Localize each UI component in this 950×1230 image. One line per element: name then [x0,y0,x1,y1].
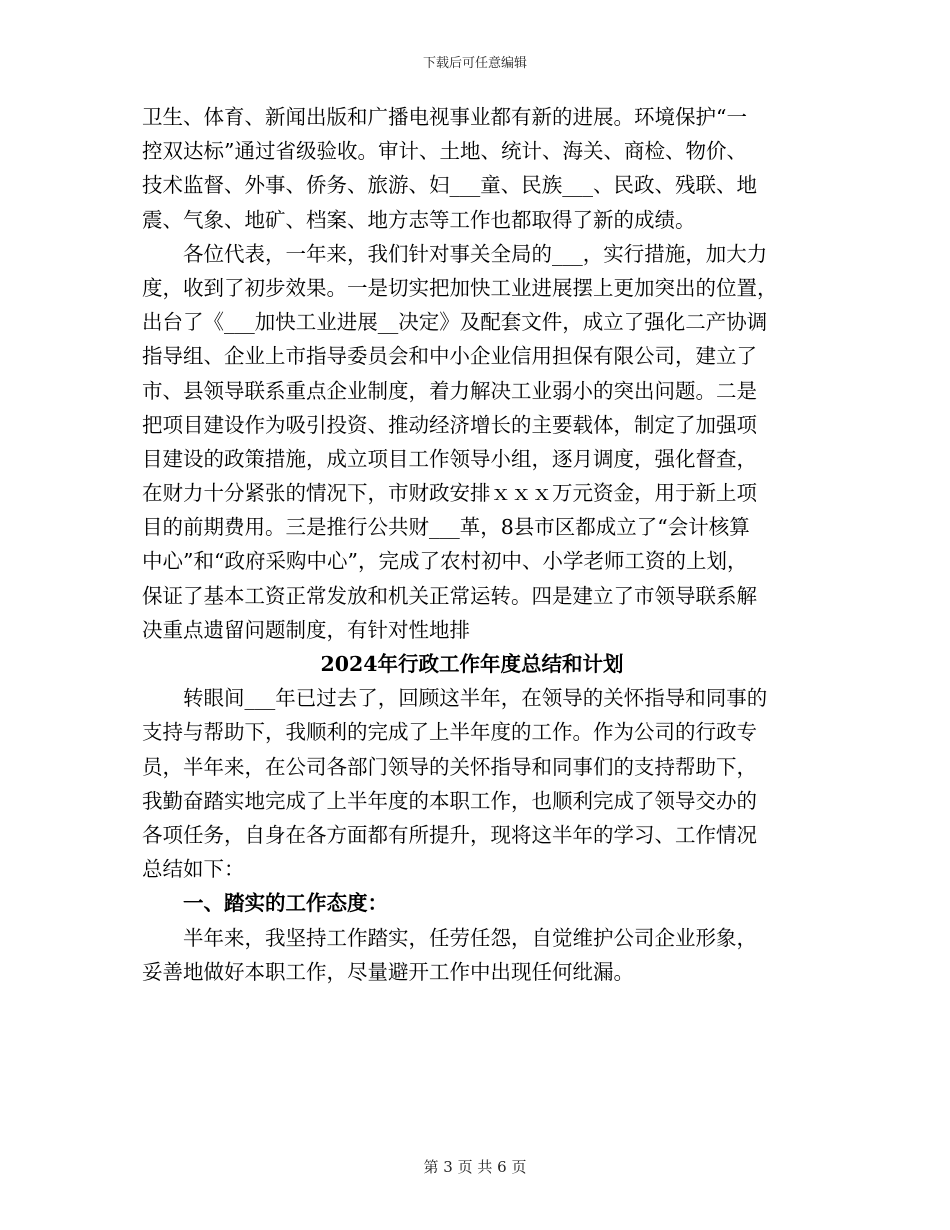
paragraph-2-line-10: 中心”和“政府采购中心”，完成了农村初中、小学老师工资的上划， [142,549,748,574]
page-header: 下载后可任意编辑 [422,56,527,71]
paragraph-4-line-1: 半年来，我坚持工作踏实，任劳任怨，自觉维护公司企业形象， [183,925,757,950]
section-heading-1: 一、踏实的工作态度： [183,891,388,916]
paragraph-1-line-1: 卫生、体育、新闻出版和广播电视事业都有新的进展。环境保护“一 [142,105,747,129]
paragraph-2-line-4: 指导组、企业上市指导委员会和中小企业信用担保有限公司，建立了 [142,344,757,369]
paragraph-3-line-5: 各项任务，自身在各方面都有所提升，现将这半年的学习、工作情况 [142,822,757,847]
paragraph-3-line-2: 支持与帮助下，我顺利的完成了上半年度的工作。作为公司的行政专 [142,720,757,745]
page-number: 第 3 页 共 6 页 [423,1158,527,1176]
paragraph-4-line-2: 妥善地做好本职工作，尽量避开工作中出现任何纰漏。 [142,959,634,984]
paragraph-2-line-9: 目的前期费用。三是推行公共财___革，8县市区都成立了“会计核算 [142,515,750,540]
paragraph-3-line-4: 我勤奋踏实地完成了上半年度的本职工作，也顺利完成了领导交办的 [142,788,757,813]
paragraph-1-line-3: 技术监督、外事、侨务、旅游、妇___童、民族___、民政、残联、地 [142,173,757,198]
document-title: 2024年行政工作年度总结和计划 [320,652,624,676]
paragraph-2-line-2: 度，收到了初步效果。一是切实把加快工业进展摆上更加突出的位置， [142,275,778,300]
document-body [142,100,802,989]
paragraph-2-line-6: 把项目建设作为吸引投资、推动经济增长的主要载体，制定了加强项 [142,412,757,437]
paragraph-1-line-2: 控双达标”通过省级验收。审计、土地、统计、海关、商检、物价、 [142,139,747,164]
paragraph-2-line-12: 决重点遗留问题制度，有针对性地排 [142,617,470,642]
paragraph-2-line-1: 各位代表，一年来，我们针对事关全局的___，实行措施，加大力 [183,241,768,266]
paragraph-3-line-3: 员，半年来，在公司各部门领导的关怀指导和同事们的支持帮助下， [142,754,757,779]
paragraph-2-line-3: 出台了《___加快工业进展__决定》及配套文件，成立了强化二产协调 [142,310,768,335]
paragraph-1-line-4: 震、气象、地矿、档案、地方志等工作也都取得了新的成绩。 [142,207,696,232]
paragraph-2-line-5: 市、县领导联系重点企业制度，着力解决工业弱小的突出问题。二是 [142,378,757,403]
paragraph-2-line-8: 在财力十分紧张的情况下，市财政安排ｘｘｘ万元资金，用于新上项 [142,481,757,506]
paragraph-2-line-7: 目建设的政策措施，成立项目工作领导小组，逐月调度，强化督查， [142,446,757,471]
paragraph-2-line-11: 保证了基本工资正常发放和机关正常运转。四是建立了市领导联系解 [142,583,757,608]
paragraph-3-line-6: 总结如下： [142,857,245,882]
paragraph-3-line-1: 转眼间___年已过去了，回顾这半年，在领导的关怀指导和同事的 [183,686,768,711]
